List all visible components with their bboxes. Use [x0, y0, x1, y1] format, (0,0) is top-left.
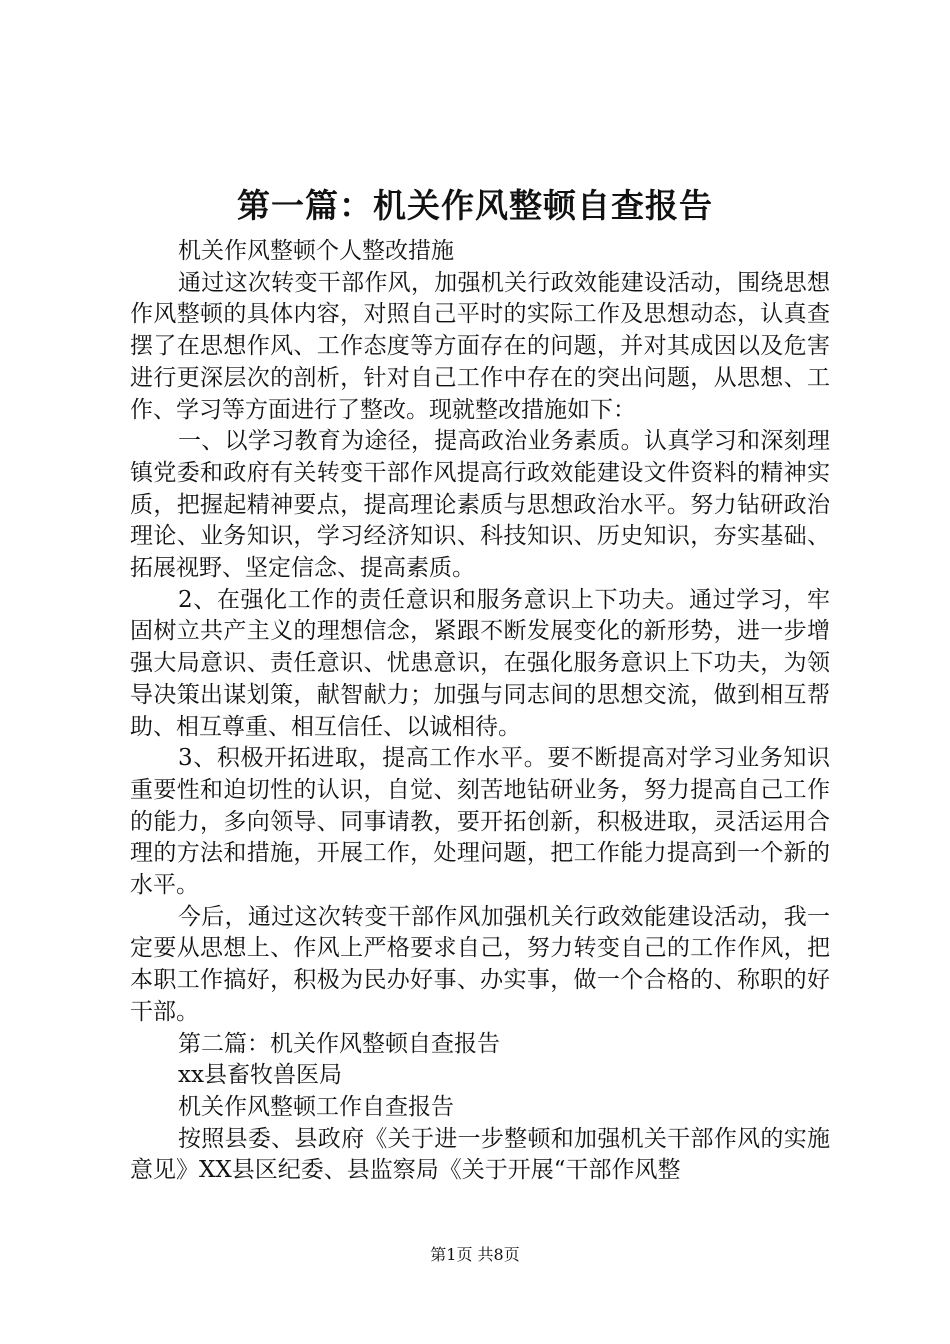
paragraph: xx县畜牧兽医局 — [178, 1062, 342, 1089]
paragraph: 机关作风整顿工作自查报告 — [178, 1093, 454, 1120]
page-footer: 第1页 共8页 — [430, 1245, 520, 1264]
paragraph: 一、以学习教育为途径，提高政治业务素质。认真学习和深刻理镇党委和政府有关转变干部作风提高行政效能建设文件资料的精神实质，把握起精神要点，提高理论素质与思想政治水平。努力钻研政治理论、业务知识，学习经济知识、科技知识、历史知识，夯实基础、拓展视野、坚定信念、提高素质。 — [130, 428, 830, 582]
paragraph: 3、积极开拓进取，提高工作水平。要不断提高对学习业务知识重要性和迫切性的认识，自觉、刻苦地钻研业务，努力提高自己工作的能力，多向领导、同事请教，要开拓创新，积极进取，灵活运用合理的方法和措施，开展工作，处理问题，把工作能力提高到一个新的水平。 — [130, 745, 830, 899]
paragraph: 按照县委、县政府《关于进一步整顿和加强机关干部作风的实施意见》XX县区纪委、县监察局《关于开展“干部作风整 — [130, 1125, 830, 1184]
document-body — [130, 236, 830, 1187]
paragraph: 今后，通过这次转变干部作风加强机关行政效能建设活动，我一定要从思想上、作风上严格要求自己，努力转变自己的工作作风，把本职工作搞好，积极为民办好事、办实事，做一个合格的、称职的好干部。 — [130, 903, 830, 1025]
paragraph: 通过这次转变干部作风，加强机关行政效能建设活动，围绕思想作风整顿的具体内容，对照自己平时的实际工作及思想动态，认真查摆了在思想作风、工作态度等方面存在的问题，并对其成因以及危害进行更深层次的剖析，针对自己工作中存在的突出问题，从思想、工作、学习等方面进行了整改。现就整改措施如下： — [130, 269, 830, 423]
paragraph: 2、在强化工作的责任意识和服务意识上下功夫。通过学习，牢固树立共产主义的理想信念，紧跟不断发展变化的新形势，进一步增强大局意识、责任意识、忧患意识，在强化服务意识上下功夫，为领导决策出谋划策，献智献力；加强与同志间的思想交流，做到相互帮助、相互尊重、相互信任、以诚相待。 — [130, 586, 830, 740]
paragraph: 机关作风整顿个人整改措施 — [178, 238, 454, 264]
paragraph: 第二篇：机关作风整顿自查报告 — [178, 1030, 500, 1057]
document-title: 第一篇：机关作风整顿自查报告 — [237, 186, 713, 225]
